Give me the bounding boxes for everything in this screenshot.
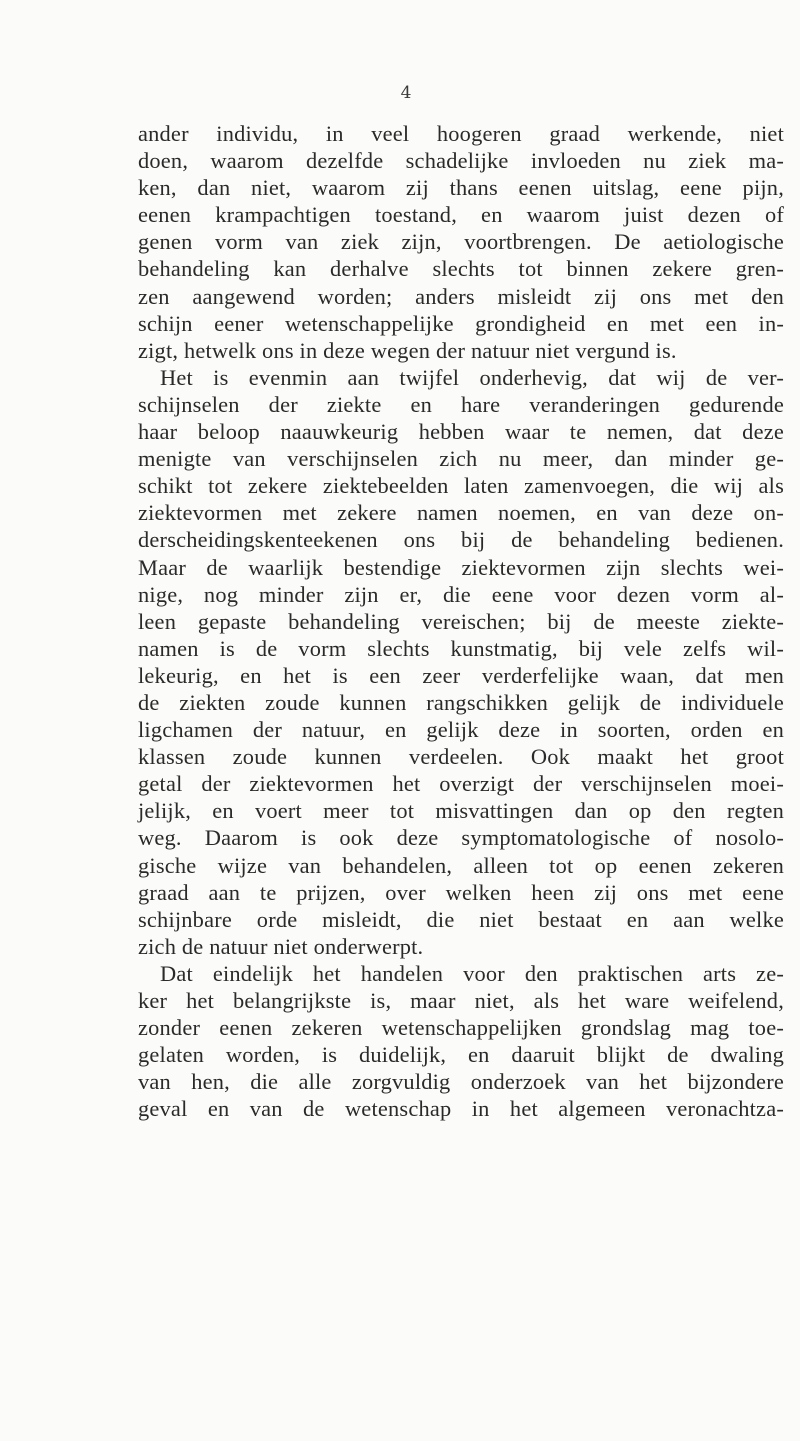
text-line: ligchamen der natuur, en gelijk deze in soorten, orden en [138,717,784,743]
text-line: ker het belangrijkste is, maar niet, als het ware weifelend, [138,988,784,1013]
text-line: namen is de vorm slechts kunstmatig, bij vele zelfs wil- [138,635,784,661]
text-line: Dat eindelijk het handelen voor den praktischen arts ze- [160,960,784,986]
text-line: derscheidingskenteekenen ons bij de behandeling bedienen. [138,527,784,553]
text-line: zigt, hetwelk ons in deze wegen der natuur niet vergund is. [138,337,677,363]
text-line: zonder eenen zekeren wetenschappelijken grondslag mag toe- [138,1015,784,1041]
text-line: weg. Daarom is ook deze symptomatologische of nosolo- [138,825,784,851]
text-line: genen vorm van ziek zijn, voortbrengen. De aetiologische [138,229,784,255]
text-line: klassen zoude kunnen verdeelen. Ook maakt het groot [138,744,784,770]
text-line: ziektevormen met zekere namen noemen, en van deze on- [138,500,784,526]
text-line: haar beloop naauwkeurig hebben waar te nemen, dat deze [138,419,784,445]
text-line: schijn eener wetenschappelijke grondigheid en met een in- [138,310,784,336]
text-line: geval en van de wetenschap in het algemeen veronachtza- [138,1096,784,1122]
text-line: jelijk, en voert meer tot misvattingen dan op den regten [138,798,784,824]
text-line: ander individu, in veel hoogeren graad werkende, niet [138,121,784,146]
text-line: menigte van verschijnselen zich nu meer, dan minder ge- [138,446,784,472]
text-line: schijnselen der ziekte en hare veranderingen gedurende [138,391,784,417]
text-line: eenen krampachtigen toestand, en waarom juist dezen of [138,202,784,228]
text-line: lekeurig, en het is een zeer verderfelijke waan, dat men [138,662,784,688]
text-line: Maar de waarlijk bestendige ziektevormen zijn slechts wei- [138,554,784,580]
text-line: schikt tot zekere ziektebeelden laten zamenvoegen, die wij als [138,473,784,499]
body-text [138,120,784,1122]
text-line: graad aan te prijzen, over welken heen zij ons met eene [138,879,784,905]
text-line: gelaten worden, is duidelijk, en daaruit blijkt de dwaling [138,1042,784,1068]
text-line: van hen, die alle zorgvuldig onderzoek van het bijzondere [138,1069,784,1095]
text-line: zen aangewend worden; anders misleidt zij ons met den [138,283,784,309]
text-line: de ziekten zoude kunnen rangschikken gelijk de individuele [138,689,784,715]
text-line: ken, dan niet, waarom zij thans eenen uitslag, eene pijn, [138,175,784,201]
text-line: Het is evenmin aan twijfel onderhevig, dat wij de ver- [160,364,784,390]
text-line: zich de natuur niet onderwerpt. [138,933,424,959]
text-line: behandeling kan derhalve slechts tot binnen zekere gren- [138,256,784,282]
page-number: 4 [400,83,412,103]
text-line: doen, waarom dezelfde schadelijke invloeden nu ziek ma- [138,148,784,174]
text-line: getal der ziektevormen het overzigt der verschijnselen moei- [138,771,784,797]
text-line: nige, nog minder zijn er, die eene voor dezen vorm al- [138,581,784,607]
text-line: leen gepaste behandeling vereischen; bij de meeste ziekte- [138,608,784,634]
text-line: gische wijze van behandelen, alleen tot op eenen zekeren [138,852,784,878]
text-line: schijnbare orde misleidt, die niet bestaat en aan welke [138,906,784,932]
